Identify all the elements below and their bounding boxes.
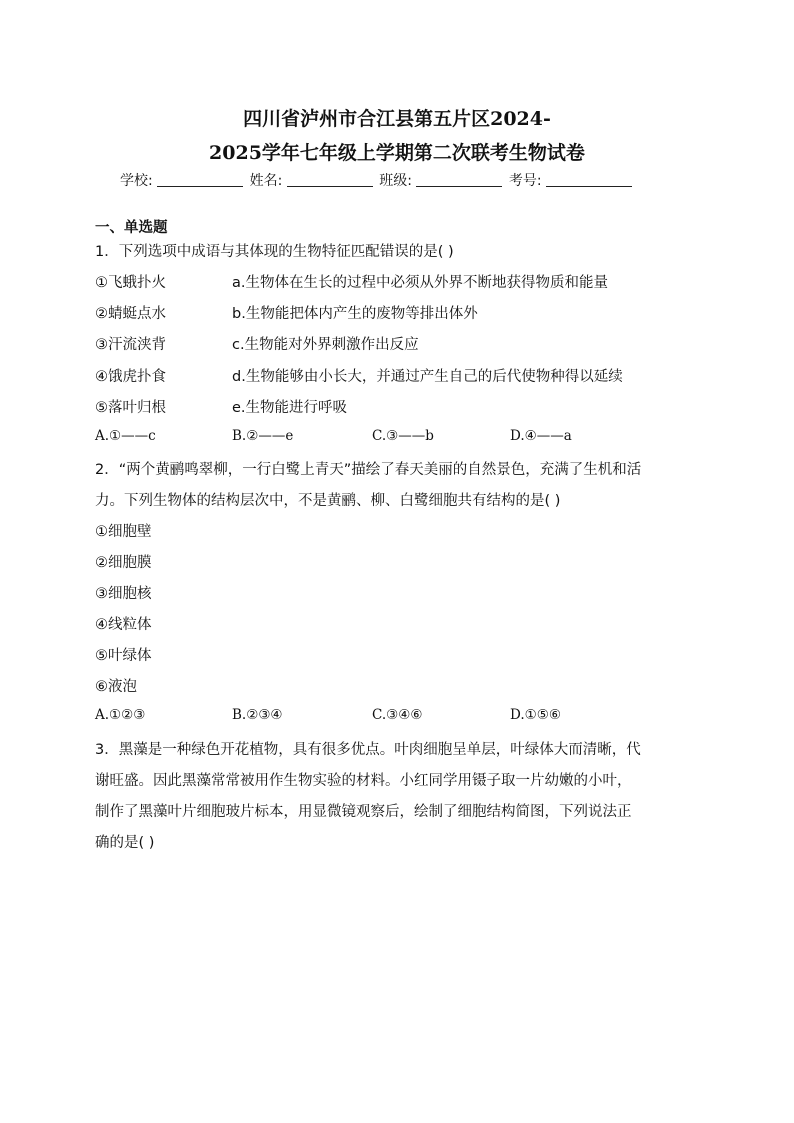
q2-option-b[interactable]: B.②③④ <box>232 707 283 723</box>
q2-item: ④线粒体 <box>95 617 152 633</box>
q2-stem-line2: 力。下列生物体的结构层次中，不是黄鹂、柳、白鹭细胞共有结构的是( ) <box>95 493 561 509</box>
q3-stem-line1: 3．黑藻是一种绿色开花植物，具有很多优点。叶肉细胞呈单层，叶绿体大而清晰，代 <box>95 742 641 758</box>
class-label: 班级: <box>379 173 412 189</box>
q3-stem-line3: 制作了黑藻叶片细胞玻片标本，用显微镜观察后，绘制了细胞结构简图，下列说法正 <box>95 804 632 820</box>
q1-feature: a.生物体在生长的过程中必须从外界不断地获得物质和能量 <box>232 275 608 291</box>
class-blank[interactable] <box>416 172 502 187</box>
q2-option-a[interactable]: A.①②③ <box>95 707 146 723</box>
q1-idiom: ②蜻蜓点水 <box>95 306 166 322</box>
q2-item: ②细胞膜 <box>95 555 152 571</box>
exam-title-line1: 四川省泸州市合江县第五片区2024- <box>243 108 551 130</box>
q1-option-a[interactable]: A.①——c <box>95 428 156 444</box>
q1-feature: c.生物能对外界刺激作出反应 <box>232 337 419 353</box>
name-label: 姓名: <box>249 173 283 189</box>
q2-stem-line1: 2．“两个黄鹂鸣翠柳，一行白鹭上青天”描绘了春天美丽的自然景色，充满了生机和活 <box>95 462 642 478</box>
q2-option-c[interactable]: C.③④⑥ <box>372 707 423 723</box>
q2-item: ⑤叶绿体 <box>95 648 152 664</box>
q1-feature: e.生物能进行呼吸 <box>232 400 348 416</box>
exam-title-line2: 2025学年七年级上学期第二次联考生物试卷 <box>209 142 585 164</box>
q1-idiom: ⑤落叶归根 <box>95 400 166 416</box>
q3-stem-line4: 确的是( ) <box>95 835 155 851</box>
q2-item: ③细胞核 <box>95 586 152 602</box>
q2-item: ①细胞壁 <box>95 524 152 540</box>
section-heading: 一、单选题 <box>95 220 168 236</box>
q1-stem: 1．下列选项中成语与其体现的生物特征匹配错误的是( ) <box>95 244 454 260</box>
q3-stem-line2: 谢旺盛。因此黑藻常常被用作生物实验的材料。小红同学用镊子取一片幼嫩的小叶， <box>95 773 632 789</box>
q1-option-d[interactable]: D.④——a <box>510 428 572 444</box>
q1-option-b[interactable]: B.②——e <box>232 428 294 444</box>
q1-feature: b.生物能把体内产生的废物等排出体外 <box>232 306 478 322</box>
q1-option-c[interactable]: C.③——b <box>372 428 434 444</box>
q1-idiom: ③汗流浃背 <box>95 337 166 353</box>
q1-idiom: ④饿虎扑食 <box>95 369 166 385</box>
q1-feature: d.生物能够由小长大，并通过产生自己的后代使物种得以延续 <box>232 369 623 385</box>
school-blank[interactable] <box>157 172 243 187</box>
exam-no-blank[interactable] <box>546 172 632 187</box>
school-label: 学校: <box>120 173 153 189</box>
name-blank[interactable] <box>287 172 373 187</box>
q1-idiom: ①飞蛾扑火 <box>95 275 166 291</box>
student-info-row <box>120 170 634 190</box>
q2-option-d[interactable]: D.①⑤⑥ <box>510 707 561 723</box>
exam-no-label: 考号: <box>508 173 542 189</box>
q2-item: ⑥液泡 <box>95 679 137 695</box>
